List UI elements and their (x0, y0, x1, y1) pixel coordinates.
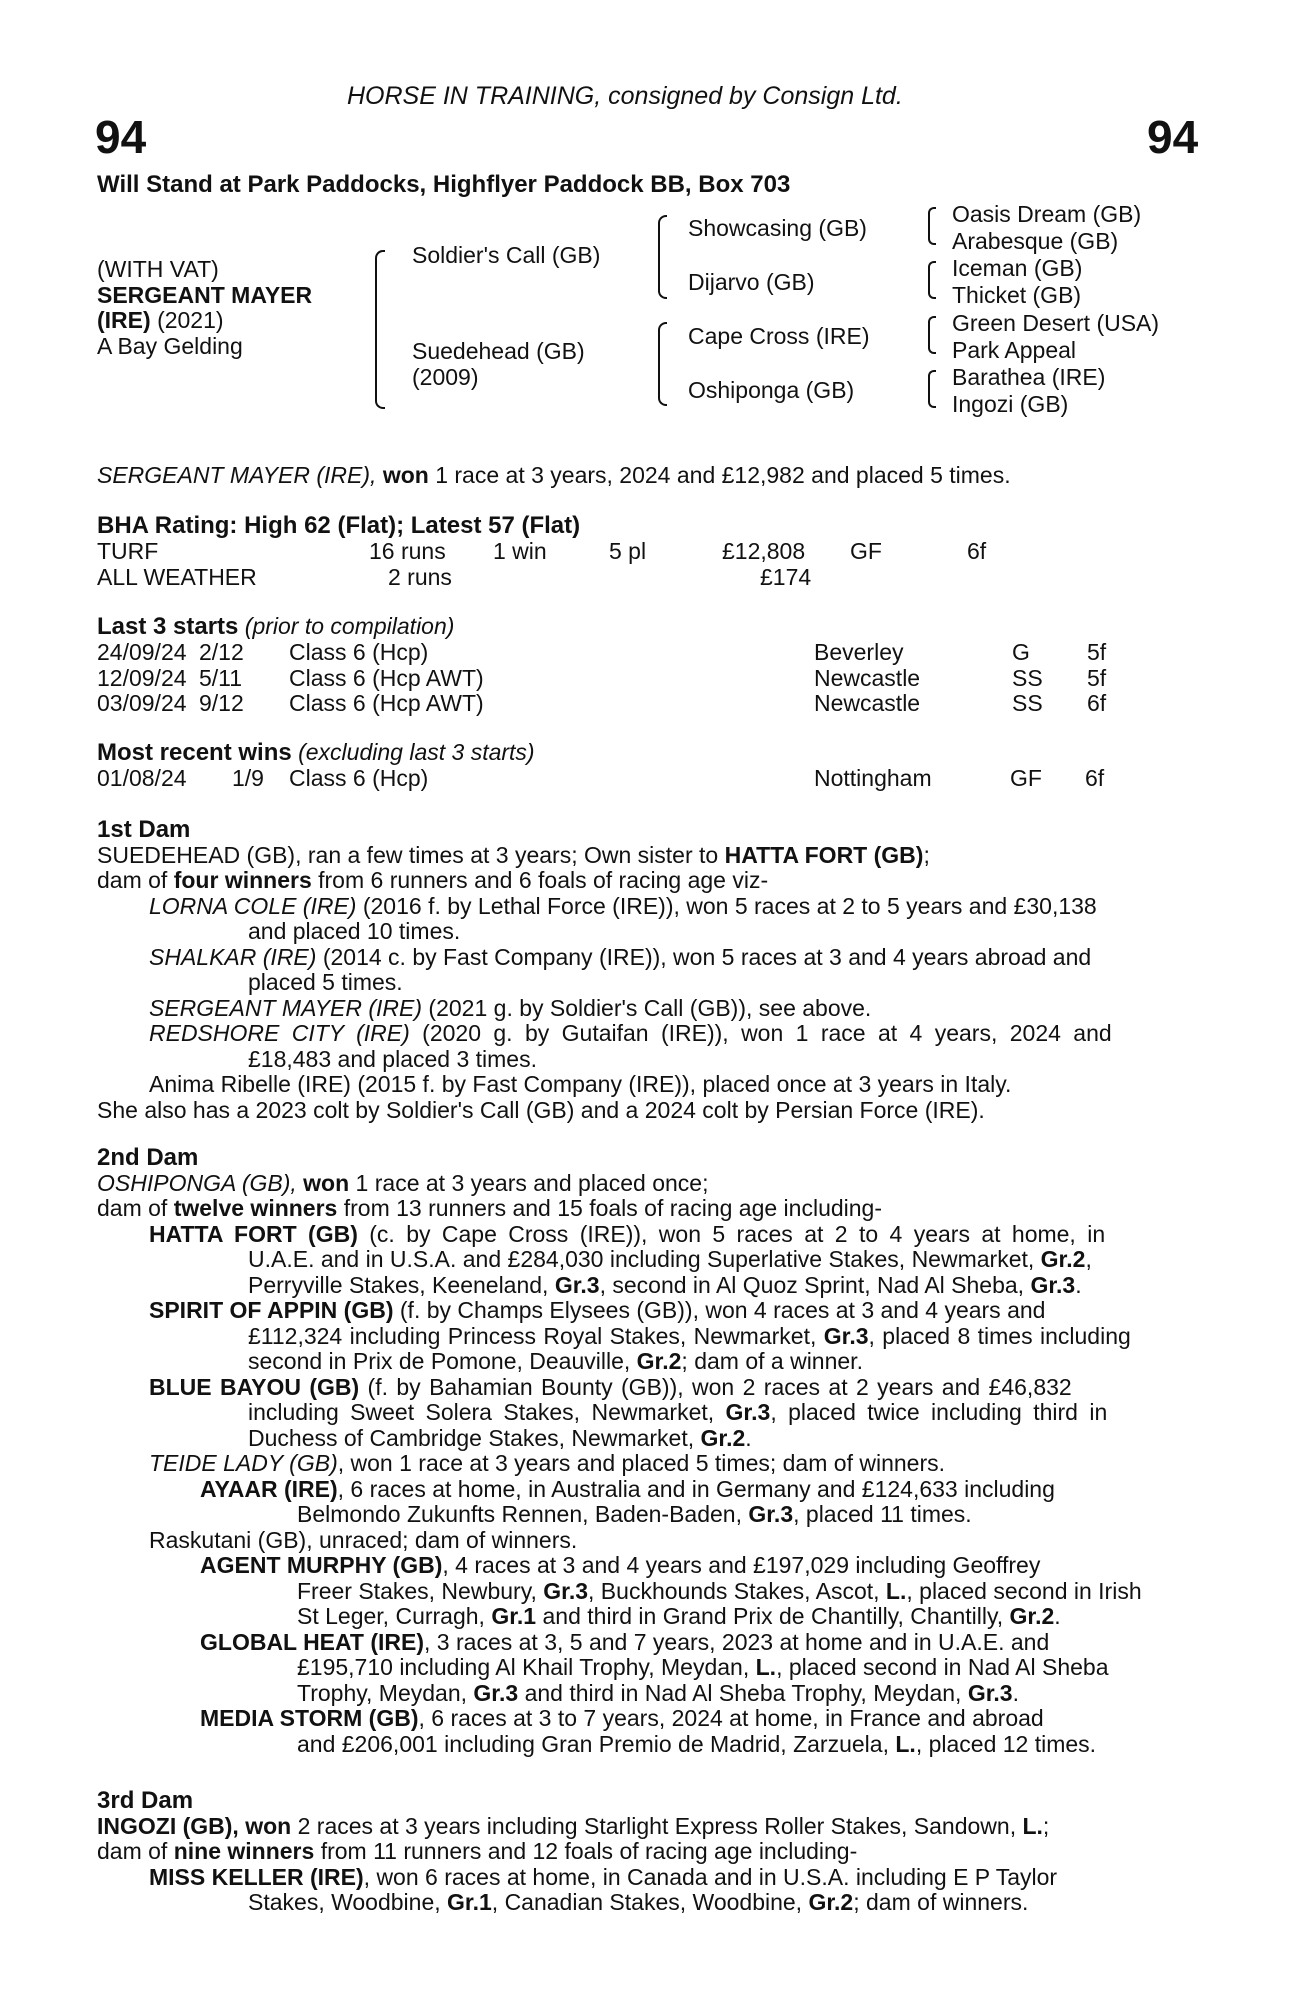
punctuation: . (1012, 1679, 1019, 1706)
progeny-text: , second in Al Quoz Sprint, Nad Al Sheba, (599, 1271, 1031, 1298)
grade-label: Gr.2 (636, 1348, 682, 1374)
pedigree-sire-sire: Showcasing (GB) (688, 215, 867, 241)
win-position: 1/9 (232, 765, 264, 791)
second-dam-section (97, 1145, 1202, 1757)
grade-label: L. (885, 1577, 907, 1604)
progeny-name: REDSHORE CITY (IRE) (149, 1020, 410, 1046)
grade-label: Gr.1 (447, 1889, 492, 1915)
won-label: won (296, 1169, 350, 1196)
progeny-text: Belmondo Zukunfts Rennen, Baden-Baden, (297, 1501, 749, 1527)
won-label: won (238, 1812, 292, 1839)
progeny-text: (2016 f. by Lethal Force (IRE)), won 5 races at 2 to 5 years and £30,138 (356, 892, 1097, 919)
progeny-text: , placed twice including third in (770, 1399, 1108, 1425)
progeny-text: , Buckhounds Stakes, Ascot, (588, 1577, 886, 1604)
start-distance: 6f (1087, 690, 1107, 716)
rating-prize: £12,808 (722, 538, 806, 564)
horse-name: SERGEANT MAYER (97, 281, 313, 308)
progeny-text: (c. by Cape Cross (IRE)), won 5 races at 2 to 4 years at home, in (357, 1220, 1106, 1247)
rating-wins: 1 win (493, 538, 547, 564)
summary-name: SERGEANT MAYER (IRE), (97, 462, 377, 488)
punctuation: . (1054, 1603, 1061, 1629)
first-dam-section (97, 817, 1202, 1123)
progeny-text: £18,483 and placed 3 times. (248, 1045, 537, 1072)
pedigree-g5: Green Desert (USA) (952, 310, 1160, 336)
grade-label: Gr.3 (748, 1501, 794, 1527)
progeny-name: HATTA FORT (GB) (149, 1220, 358, 1247)
grandprogeny-name: AYAAR (IRE) (200, 1475, 338, 1502)
table-row (97, 539, 986, 565)
progeny-text: Freer Stakes, Newbury, (297, 1577, 544, 1604)
pedigree-g4: Thicket (GB) (952, 282, 1082, 308)
start-course: Newcastle (814, 664, 921, 691)
rating-prize: £174 (760, 563, 812, 590)
pedigree-g6: Park Appeal (952, 337, 1077, 363)
second-dam-line2-rest: from 13 runners and 15 foals of racing age including- (337, 1195, 882, 1221)
progeny-text: Raskutani (GB), unraced; dam of winners. (149, 1526, 578, 1553)
second-dam-name: OSHIPONGA (GB), (97, 1169, 297, 1196)
progeny-text: , placed second in Irish (906, 1577, 1142, 1604)
start-distance: 5f (1087, 664, 1107, 691)
second-dam-heading: 2nd Dam (97, 1144, 199, 1171)
grade-label: Gr.2 (808, 1889, 854, 1915)
bha-rating-heading: BHA Rating: High 62 (Flat); Latest 57 (Flat) (97, 512, 581, 539)
stand-location: Will Stand at Park Paddocks, Highflyer Paddock BB, Box 703 (97, 171, 791, 198)
rating-runs: 16 runs (369, 538, 446, 564)
first-dam-heading: 1st Dam (97, 816, 191, 843)
start-distance: 5f (1087, 639, 1107, 665)
rating-placed: 5 pl (609, 538, 647, 564)
progeny-name: MISS KELLER (IRE) (149, 1863, 364, 1890)
progeny-text: and third in Nad Al Sheba Trophy, Meydan, (518, 1679, 968, 1706)
progeny-text: Perryville Stakes, Keeneland, (248, 1271, 555, 1298)
winner-count: twelve winners (173, 1195, 338, 1221)
progeny-text: (2020 g. by Gutaifan (IRE)), won 1 race at 4 years, 2024 and (409, 1020, 1112, 1046)
horse-year: (2021) (157, 307, 224, 333)
third-dam-line2-rest: from 11 runners and 12 foals of racing age including- (314, 1838, 858, 1864)
foals-note: She also has a 2023 colt by Soldier's Call (GB) and a 2024 colt by Persian Force (IRE). (97, 1096, 985, 1123)
table-row (97, 766, 1104, 792)
recent-wins-title: Most recent wins (97, 739, 292, 766)
pedigree-brace-sire (658, 215, 667, 299)
pedigree-g2: Arabesque (GB) (952, 228, 1119, 254)
pedigree-dam: Suedehead (GB) (412, 338, 585, 364)
start-class: Class 6 (Hcp) (289, 639, 429, 665)
progeny-text: ; dam of winners. (853, 1889, 1029, 1915)
win-going: GF (1010, 765, 1042, 791)
progeny-text: and £206,001 including Gran Premio de Madrid, Zarzuela, (297, 1730, 896, 1757)
rating-distance: 6f (967, 538, 987, 564)
table-row (97, 691, 1106, 717)
pedigree-brace-g1 (928, 207, 936, 245)
recent-wins-note: (excluding last 3 starts) (298, 739, 535, 765)
progeny-text: Duchess of Cambridge Stakes, Newmarket, (248, 1424, 701, 1451)
pedigree-brace-g4 (928, 370, 936, 408)
grade-label: Gr.3 (543, 1577, 589, 1604)
start-date: 12/09/24 (97, 664, 187, 691)
horse-country: (IRE) (97, 307, 151, 333)
pedigree-g8: Ingozi (GB) (952, 391, 1069, 417)
pedigree-g1: Oasis Dream (GB) (952, 201, 1142, 227)
progeny-text: , placed second in Nad Al Sheba (776, 1654, 1109, 1680)
start-position: 5/11 (199, 664, 243, 691)
grade-label: Gr.2 (700, 1424, 746, 1451)
progeny-text: , 6 races at home, in Australia and in Germany and £124,633 including (337, 1475, 1055, 1502)
first-dam-line2: dam of (97, 867, 174, 893)
horse-block (97, 257, 312, 359)
rating-distance (967, 565, 986, 591)
rating-surface: TURF (97, 538, 159, 564)
first-dam-line1: SUEDEHEAD (GB), ran a few times at 3 years; Own sister to (97, 841, 725, 868)
progeny-text: ; dam of a winner. (681, 1348, 863, 1374)
pedigree-brace-g2 (928, 261, 936, 299)
rating-table (97, 539, 986, 590)
progeny-text: Stakes, Woodbine, (248, 1889, 448, 1915)
start-course: Beverley (814, 639, 904, 665)
rating-going (850, 565, 967, 591)
start-going: SS (1012, 690, 1043, 716)
punctuation: ; (1042, 1812, 1050, 1839)
win-class: Class 6 (Hcp) (289, 765, 429, 791)
punctuation: ; (923, 841, 930, 868)
grade-label: Gr.3 (725, 1399, 771, 1425)
second-dam-text: 1 race at 3 years and placed once; (349, 1169, 709, 1196)
punctuation: . (1075, 1271, 1082, 1298)
pedigree-g3: Iceman (GB) (952, 255, 1083, 281)
pedigree-brace-main (375, 250, 385, 409)
consignment-title: HORSE IN TRAINING, consigned by Consign Ltd. (347, 82, 903, 110)
punctuation: . (745, 1424, 752, 1451)
grade-label: L. (755, 1654, 777, 1680)
recent-wins-heading (97, 740, 535, 766)
summary-text: 1 race at 3 years, 2024 and £12,982 and placed 5 times. (435, 462, 1011, 488)
rating-going: GF (850, 538, 882, 564)
progeny-text: £195,710 including Al Khail Trophy, Meydan, (297, 1654, 756, 1680)
pedigree-sire: Soldier's Call (GB) (412, 242, 601, 268)
table-row (97, 640, 1106, 666)
pedigree-g7: Barathea (IRE) (952, 364, 1106, 390)
last-starts-heading (97, 614, 454, 640)
grade-label: Gr.3 (823, 1322, 869, 1349)
progeny-text: , won 1 race at 3 years and placed 5 times; dam of winners. (337, 1450, 945, 1476)
progeny-text: second in Prix de Pomone, Deauville, (248, 1348, 637, 1374)
start-position: 2/12 (199, 639, 244, 665)
progeny-name: SERGEANT MAYER (IRE) (149, 994, 423, 1021)
sibling-name: HATTA FORT (GB) (724, 841, 924, 868)
winner-count: nine winners (173, 1838, 315, 1864)
progeny-text: , 6 races at 3 to 7 years, 2024 at home, in France and abroad (418, 1705, 1044, 1731)
grade-label: Gr.3 (554, 1271, 600, 1298)
second-dam-line2: dam of (97, 1195, 174, 1221)
progeny-text: and third in Grand Prix de Chantilly, Chantilly, (536, 1603, 1010, 1629)
rating-wins (493, 565, 609, 591)
start-position: 9/12 (199, 690, 244, 716)
progeny-text: St Leger, Curragh, (297, 1603, 492, 1629)
progeny-name: TEIDE LADY (GB) (149, 1450, 338, 1476)
lot-number-right: 94 (1147, 111, 1199, 163)
start-course: Newcastle (814, 690, 921, 716)
grandprogeny-name: MEDIA STORM (GB) (200, 1705, 419, 1731)
third-dam-name: INGOZI (GB), (97, 1812, 239, 1839)
grade-label: Gr.2 (1040, 1246, 1086, 1272)
progeny-text: (f. by Champs Elysees (GB)), won 4 races at 3 and 4 years and (393, 1297, 1046, 1323)
start-date: 03/09/24 (97, 690, 187, 716)
grade-label: Gr.1 (491, 1603, 537, 1629)
start-going: G (1012, 639, 1030, 665)
third-dam-heading: 3rd Dam (97, 1787, 194, 1814)
last-starts-note: (prior to compilation) (244, 613, 455, 639)
start-class: Class 6 (Hcp AWT) (289, 690, 484, 716)
pedigree-sire-dam: Dijarvo (GB) (688, 269, 815, 295)
grade-label: Gr.3 (1030, 1271, 1076, 1298)
grade-label: L. (1022, 1812, 1043, 1839)
horse-description: A Bay Gelding (97, 332, 243, 359)
progeny-text: £112,324 including Princess Royal Stakes, Newmarket, (248, 1322, 824, 1349)
progeny-text: (f. by Bahamian Bounty (GB)), won 2 races at 2 years and £46,832 (359, 1373, 1072, 1400)
pedigree-dam-dam: Oshiponga (GB) (688, 377, 855, 403)
summary-won: won (382, 462, 429, 488)
progeny-text: including Sweet Solera Stakes, Newmarket, (248, 1399, 726, 1425)
grade-label: L. (895, 1730, 916, 1757)
progeny-text: , placed 12 times. (915, 1730, 1097, 1757)
progeny-text: Anima Ribelle (IRE) (2015 f. by Fast Company (IRE)), placed once at 3 years in Italy. (149, 1071, 1012, 1097)
grade-label: Gr.3 (967, 1679, 1013, 1706)
progeny-text: U.A.E. and in U.S.A. and £284,030 including Superlative Stakes, Newmarket, (248, 1246, 1041, 1272)
lot-number-left: 94 (95, 111, 147, 163)
pedigree-brace-g3 (928, 316, 936, 354)
grandprogeny-name: AGENT MURPHY (GB) (200, 1552, 443, 1578)
rating-runs: 2 runs (388, 563, 452, 590)
table-row (97, 565, 986, 591)
last-starts-title: Last 3 starts (97, 613, 239, 640)
punctuation: , (1085, 1246, 1092, 1272)
progeny-text: , placed 8 times including (868, 1322, 1131, 1349)
start-going: SS (1012, 664, 1043, 691)
progeny-text: (2014 c. by Fast Company (IRE)), won 5 races at 3 and 4 years abroad and (316, 943, 1092, 970)
progeny-text: , Canadian Stakes, Woodbine, (491, 1889, 809, 1915)
last-starts-table (97, 640, 1106, 717)
recent-wins-table (97, 766, 1104, 792)
start-date: 24/09/24 (97, 639, 187, 665)
progeny-text: , placed 11 times. (793, 1501, 972, 1527)
win-date: 01/08/24 (97, 765, 187, 791)
progeny-name: SHALKAR (IRE) (149, 943, 317, 970)
pedigree-dam-year: (2009) (412, 364, 479, 390)
progeny-name: LORNA COLE (IRE) (149, 892, 357, 919)
rating-placed (609, 565, 722, 591)
progeny-text: placed 5 times. (248, 969, 403, 995)
winner-count: four winners (173, 867, 312, 893)
progeny-text: Trophy, Meydan, (297, 1679, 474, 1706)
progeny-text: , 3 races at 3, 5 and 7 years, 2023 at home and in U.A.E. and (424, 1628, 1050, 1655)
third-dam-section (97, 1788, 1202, 1916)
third-dam-line2: dam of (97, 1838, 174, 1864)
win-distance: 6f (1085, 765, 1105, 791)
third-dam-text: 2 races at 3 years including Starlight Express Roller Stakes, Sandown, (291, 1812, 1023, 1839)
progeny-text: and placed 10 times. (248, 918, 461, 944)
vat-note: (WITH VAT) (97, 256, 219, 282)
grandprogeny-name: GLOBAL HEAT (IRE) (200, 1628, 425, 1655)
table-row (97, 666, 1106, 692)
rating-surface: ALL WEATHER (97, 563, 257, 590)
progeny-text: (2021 g. by Soldier's Call (GB)), see above. (422, 994, 872, 1021)
grade-label: Gr.3 (473, 1679, 519, 1706)
progeny-text: , won 6 races at home, in Canada and in U.S.A. including E P Taylor (363, 1863, 1058, 1890)
start-class: Class 6 (Hcp AWT) (289, 664, 484, 691)
progeny-name: BLUE BAYOU (GB) (149, 1373, 360, 1400)
first-dam-line2-rest: from 6 runners and 6 foals of racing age viz- (311, 867, 769, 893)
win-course: Nottingham (814, 765, 932, 791)
grade-label: Gr.2 (1009, 1603, 1055, 1629)
race-summary (97, 463, 1011, 489)
pedigree-brace-dam (658, 322, 667, 406)
progeny-text: , 4 races at 3 and 4 years and £197,029 including Geoffrey (442, 1552, 1041, 1578)
progeny-name: SPIRIT OF APPIN (GB) (149, 1297, 394, 1323)
pedigree-dam-sire: Cape Cross (IRE) (688, 323, 870, 349)
